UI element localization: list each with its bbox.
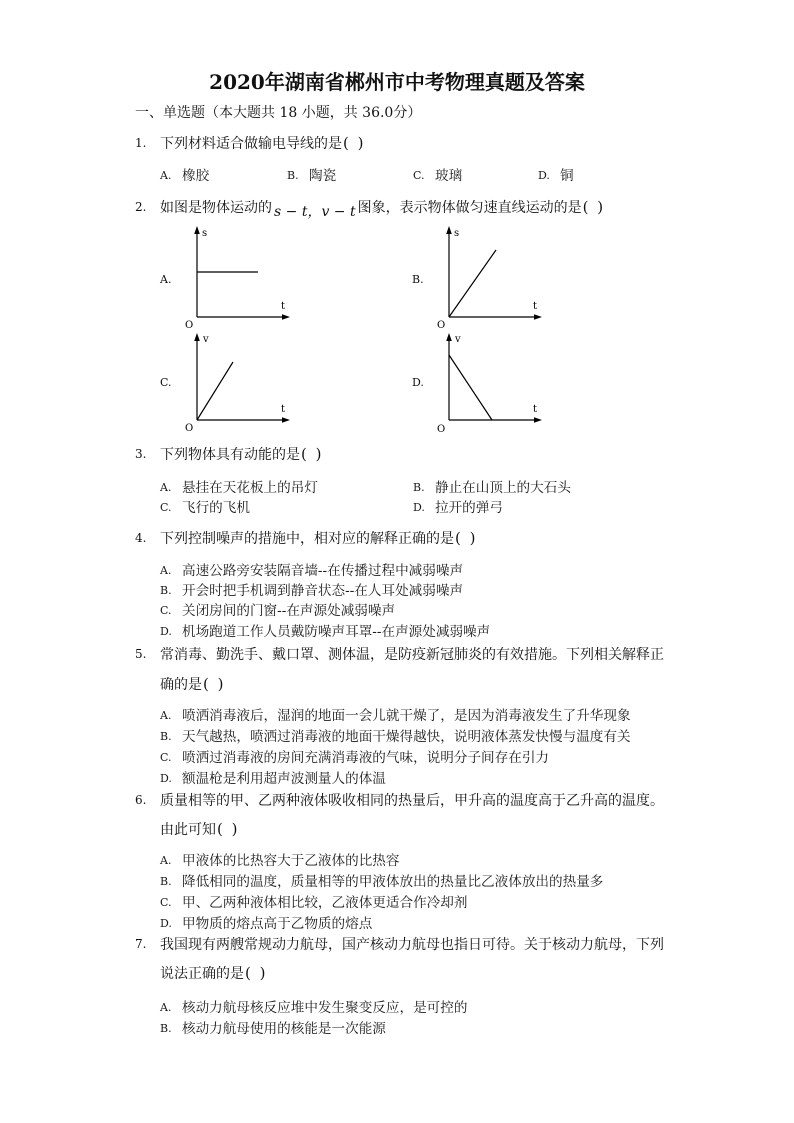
graph-label-d: D.: [412, 376, 424, 389]
option-label: C.: [413, 169, 425, 182]
question-text-line-2: 确的是: [160, 677, 202, 693]
question-number: 1.: [135, 136, 147, 150]
question-number: 4.: [135, 531, 147, 545]
option-label: D.: [538, 169, 550, 182]
y-axis-label: s: [454, 228, 460, 239]
option-text: 关闭房间的门窗--在声源处减弱噪声: [182, 603, 396, 619]
question-text-line-1: 质量相等的甲、乙两种液体吸收相同的热量后，甲升高的温度高于乙升高的温度。: [160, 793, 664, 809]
option-a: [160, 562, 463, 580]
question-2: [135, 198, 606, 220]
x-axis-arrow: [534, 314, 542, 320]
question-text-line-2: 说法正确的是: [160, 966, 244, 982]
option-a: [160, 852, 400, 870]
graph-label-c: C.: [160, 376, 172, 389]
option-text: 橡胶: [182, 168, 210, 184]
option-text: 静止在山顶上的大石头: [435, 480, 571, 496]
question-3: [135, 445, 323, 464]
option-text: 喷洒消毒液后，湿润的地面一会儿就干燥了，是因为消毒液发生了升华现象: [182, 708, 631, 724]
option-label: A.: [160, 709, 172, 722]
option-c: [160, 602, 395, 620]
option-b: [160, 1020, 386, 1038]
option-text: 核动力航母使用的核能是一次能源: [182, 1021, 386, 1037]
option-text: 拉开的弹弓: [435, 500, 503, 516]
question-number: 6.: [135, 793, 147, 807]
option-d: [538, 167, 574, 185]
x-axis-arrow: [282, 314, 290, 320]
option-label: B.: [160, 1022, 172, 1035]
option-label: B.: [413, 481, 425, 494]
question-number: 2.: [135, 200, 147, 214]
option-b: [160, 728, 631, 746]
graph-d: [432, 328, 552, 438]
option-text: 玻璃: [435, 168, 463, 184]
question-7: [135, 935, 664, 954]
option-d: [413, 499, 503, 517]
y-axis-arrow: [194, 333, 200, 341]
graph-line: [449, 250, 496, 317]
origin-label: O: [185, 320, 194, 331]
origin-label: O: [437, 424, 446, 435]
question-text-line-2: 由此可知: [160, 822, 216, 838]
question-number: 7.: [135, 937, 147, 951]
option-text: 飞行的飞机: [182, 500, 250, 516]
origin-label: O: [437, 320, 446, 331]
question-7-continuation: [160, 964, 267, 983]
option-label: A.: [160, 854, 172, 867]
option-b: [160, 582, 463, 600]
option-label: A.: [160, 169, 172, 182]
question-text: 下列控制噪声的措施中，相对应的解释正确的是: [160, 531, 454, 547]
graph-line: [449, 355, 492, 420]
option-label: B.: [160, 875, 172, 888]
x-axis-label: t: [281, 404, 286, 415]
option-c: [160, 499, 250, 517]
question-1: [135, 134, 365, 153]
option-a: [160, 167, 209, 185]
x-axis-label: t: [533, 301, 538, 312]
x-axis-label: t: [281, 301, 286, 312]
question-5-continuation: [160, 675, 225, 694]
y-axis-arrow: [194, 226, 200, 234]
question-text-line-1: 我国现有两艘常规动力航母，国产核动力航母也指日可待。关于核动力航母，下列: [160, 937, 664, 953]
y-axis-label: v: [203, 334, 209, 345]
question-4: [135, 529, 477, 548]
question-number: 5.: [135, 647, 147, 661]
question-text: 下列材料适合做输电导线的是: [160, 136, 342, 152]
answer-blank: ( ): [582, 198, 606, 216]
option-text: 甲、乙两种液体相比较，乙液体更适合作冷却剂: [182, 895, 468, 911]
y-axis-arrow: [446, 226, 452, 234]
option-text: 高速公路旁安装隔音墙--在传播过程中减弱噪声: [182, 563, 464, 579]
option-c: [413, 167, 462, 185]
option-text: 机场跑道工作人员戴防噪声耳罩--在声源处减弱噪声: [182, 624, 491, 640]
option-text: 甲液体的比热容大于乙液体的比热容: [182, 853, 400, 869]
option-label: D.: [160, 772, 172, 785]
answer-blank: ( ): [301, 445, 324, 463]
graph-c: [180, 328, 300, 438]
graph-label-a: A.: [160, 273, 172, 286]
section-header: 一、单选题（本大题共 18 小题，共 36.0分）: [135, 105, 422, 121]
option-label: D.: [160, 917, 172, 930]
option-text: 甲物质的熔点高于乙物质的熔点: [182, 916, 373, 932]
option-label: A.: [160, 1001, 172, 1014]
page-title: 2020年湖南省郴州市中考物理真题及答案: [209, 70, 585, 94]
question-6: [135, 791, 664, 810]
option-b: [160, 873, 603, 891]
option-text: 降低相同的温度，质量相等的甲液体放出的热量比乙液体放出的热量多: [182, 874, 604, 890]
option-label: C.: [160, 896, 172, 909]
option-d: [160, 623, 490, 641]
question-6-continuation: [160, 820, 239, 839]
graph-label-b: B.: [412, 273, 424, 286]
option-label: A.: [160, 564, 172, 577]
question-number: 3.: [135, 447, 147, 461]
option-label: B.: [287, 169, 299, 182]
formula: s − t，v − t: [274, 204, 356, 220]
option-label: C.: [160, 501, 172, 514]
graph-b: [432, 222, 552, 332]
answer-blank: ( ): [217, 820, 240, 838]
option-label: D.: [160, 625, 172, 638]
option-text: 开会时把手机调到静音状态--在人耳处减弱噪声: [182, 583, 464, 599]
option-a: [160, 707, 631, 725]
origin-label: O: [185, 423, 194, 434]
option-text: 悬挂在天花板上的吊灯: [182, 480, 318, 496]
option-text: 铜: [560, 168, 574, 184]
answer-blank: ( ): [455, 529, 478, 547]
y-axis-label: v: [455, 334, 461, 345]
option-label: D.: [413, 501, 425, 514]
option-text: 核动力航母核反应堆中发生聚变反应，是可控的: [182, 1000, 468, 1016]
option-c: [160, 749, 549, 767]
answer-blank: ( ): [245, 964, 268, 982]
option-label: B.: [160, 730, 172, 743]
graph-line: [197, 362, 233, 420]
y-axis-label: s: [202, 228, 208, 239]
option-label: A.: [160, 481, 172, 494]
question-text-before: 如图是物体运动的: [160, 200, 272, 216]
option-label: B.: [160, 584, 172, 597]
option-text: 天气越热，喷洒过消毒液的地面干燥得越快，说明液体蒸发快慢与温度有关: [182, 729, 631, 745]
option-text: 喷洒过消毒液的房间充满消毒液的气味，说明分子间存在引力: [182, 750, 550, 766]
x-axis-label: t: [533, 404, 538, 415]
option-b: [287, 167, 336, 185]
option-text: 陶瓷: [309, 168, 337, 184]
y-axis-arrow: [446, 333, 452, 341]
option-a: [160, 479, 318, 497]
option-label: C.: [160, 604, 172, 617]
question-5: [135, 645, 664, 664]
question-text: 下列物体具有动能的是: [160, 447, 300, 463]
answer-blank: ( ): [343, 134, 366, 152]
x-axis-arrow: [534, 417, 542, 423]
option-text: 额温枪是利用超声波测量人的体温: [182, 771, 386, 787]
x-axis-arrow: [282, 417, 290, 423]
option-d: [160, 770, 386, 788]
answer-blank: ( ): [203, 675, 226, 693]
option-c: [160, 894, 467, 912]
option-d: [160, 915, 372, 933]
option-b: [413, 479, 571, 497]
question-text-after: 图象，表示物体做匀速直线运动的是: [357, 200, 582, 216]
option-label: C.: [160, 751, 172, 764]
graph-a: [180, 222, 300, 332]
question-text-line-1: 常消毒、勤洗手、戴口罩、测体温，是防疫新冠肺炎的有效措施。下列相关解释正: [160, 647, 664, 663]
option-a: [160, 999, 467, 1017]
